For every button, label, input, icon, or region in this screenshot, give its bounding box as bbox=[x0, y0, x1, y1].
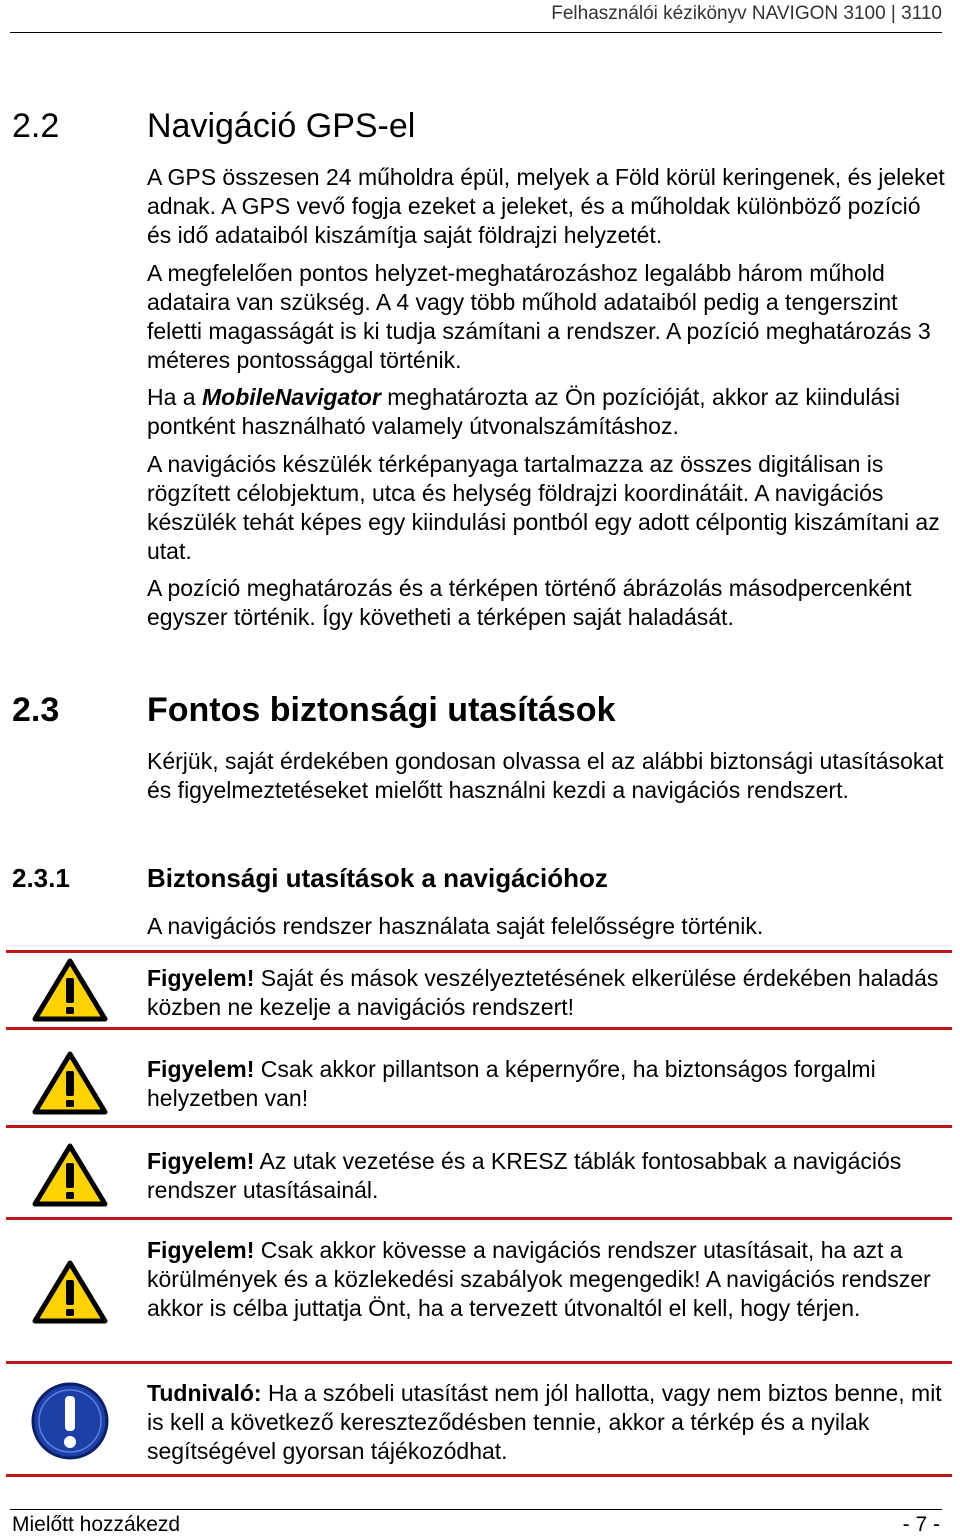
footer-divider bbox=[10, 1509, 942, 1510]
warning-notice bbox=[147, 1055, 947, 1113]
notice-divider bbox=[6, 1361, 952, 1364]
notice-divider bbox=[6, 1027, 952, 1030]
paragraph: A pozíció meghatározás és a térképen történő ábrázolás másodpercenként egyszer történik. Így követheti a térképen saját haladását. bbox=[147, 575, 912, 630]
warning-triangle-icon bbox=[32, 1143, 108, 1207]
warning-notice bbox=[147, 1236, 947, 1323]
paragraph: Kérjük, saját érdekében gondosan olvassa el az alábbi biztonsági utasításokat és figyelmeztetéseket mielőtt használni kezdi a navigációs rendszert. bbox=[147, 748, 944, 803]
product-name: MobileNavigator bbox=[201, 384, 381, 410]
warning-label: Figyelem! bbox=[147, 1237, 255, 1263]
warning-triangle-icon bbox=[32, 1260, 108, 1324]
warning-text: Az utak vezetése és a KRESZ táblák fontosabbak a navigációs rendszer utasításainál. bbox=[147, 1148, 902, 1203]
notice-divider bbox=[6, 1474, 952, 1477]
info-label: Tudnivaló: bbox=[147, 1380, 262, 1406]
warning-text: Saját és mások veszélyeztetésének elkerülése érdekében haladás közben ne kezelje a navigációs rendszert! bbox=[147, 965, 939, 1020]
warning-text: Csak akkor kövesse a navigációs rendszer utasításait, ha azt a körülmények és a közlekedési szabályok megengedik! A navigációs rendszer akkor is célba juttatja Önt, ha a tervezett útvonaltól el kell, hogy térjen. bbox=[147, 1237, 931, 1321]
subsection-number: 2.3.1 bbox=[12, 863, 70, 893]
exclamation-circle-icon bbox=[30, 1381, 110, 1461]
subsection-title: Biztonsági utasítások a navigációhoz bbox=[147, 863, 608, 893]
warning-triangle-icon bbox=[32, 958, 108, 1022]
warning-text: Csak akkor pillantson a képernyőre, ha biztonságos forgalmi helyzetben van! bbox=[147, 1056, 876, 1111]
info-notice bbox=[147, 1379, 947, 1466]
paragraph-text: Ha a bbox=[147, 384, 202, 410]
paragraph: A megfelelően pontos helyzet-meghatározáshoz legalább három műhold adataira van szükség. A 4 vagy több műhold adataiból pedig a tengerszint feletti magasságát is ki tudja számítani a rendszer. A pozíció meghatározás 3 méteres pontossággal történik. bbox=[147, 260, 931, 373]
warning-triangle-icon bbox=[32, 1051, 108, 1115]
section-number: 2.3 bbox=[12, 691, 60, 729]
warning-label: Figyelem! bbox=[147, 965, 255, 991]
warning-notice bbox=[147, 1147, 947, 1205]
footer-chapter: Mielőtt hozzákezd bbox=[12, 1513, 181, 1536]
warning-label: Figyelem! bbox=[147, 1056, 255, 1082]
paragraph-text: meghatározta az Ön pozícióját, akkor az kiindulási pontként használható valamely útvonalszámításhoz. bbox=[147, 384, 900, 439]
info-text: Ha a szóbeli utasítást nem jól hallotta, vagy nem biztos benne, mit is kell a következő kereszteződésben tennie, akkor a térkép és a nyilak segítségével gyorsan tájékozódhat. bbox=[147, 1380, 942, 1464]
notice-divider bbox=[6, 1217, 952, 1220]
notice-divider bbox=[6, 1125, 952, 1128]
paragraph: A navigációs készülék térképanyaga tartalmazza az összes digitálisan is rögzített célobjektum, utca és helység földrajzi koordinátáit. A navigációs készülék tehát képes egy kiindulási pontból egy adott célpontig kiszámítani az utat. bbox=[147, 451, 940, 564]
page-number: - 7 - bbox=[902, 1513, 940, 1536]
section-title: Navigáció GPS-el bbox=[147, 107, 416, 145]
running-header bbox=[10, 0, 942, 33]
paragraph: A GPS összesen 24 műholdra épül, melyek a Föld körül keringenek, és jeleket adnak. A GPS vevő fogja ezeket a jeleket, és a műholdak különböző pozíció és idő adataiból kiszámítja saját földrajzi helyzetét. bbox=[147, 164, 945, 248]
running-header-title: Felhasználói kézikönyv NAVIGON 3100 | 3110 bbox=[551, 3, 942, 24]
warning-label: Figyelem! bbox=[147, 1148, 255, 1174]
paragraph bbox=[147, 383, 947, 441]
paragraph: A navigációs rendszer használata saját felelősségre történik. bbox=[147, 913, 764, 939]
section-number: 2.2 bbox=[12, 107, 60, 145]
section-title: Fontos biztonsági utasítások bbox=[147, 691, 616, 729]
warning-notice bbox=[147, 964, 947, 1022]
notice-divider bbox=[6, 950, 952, 953]
